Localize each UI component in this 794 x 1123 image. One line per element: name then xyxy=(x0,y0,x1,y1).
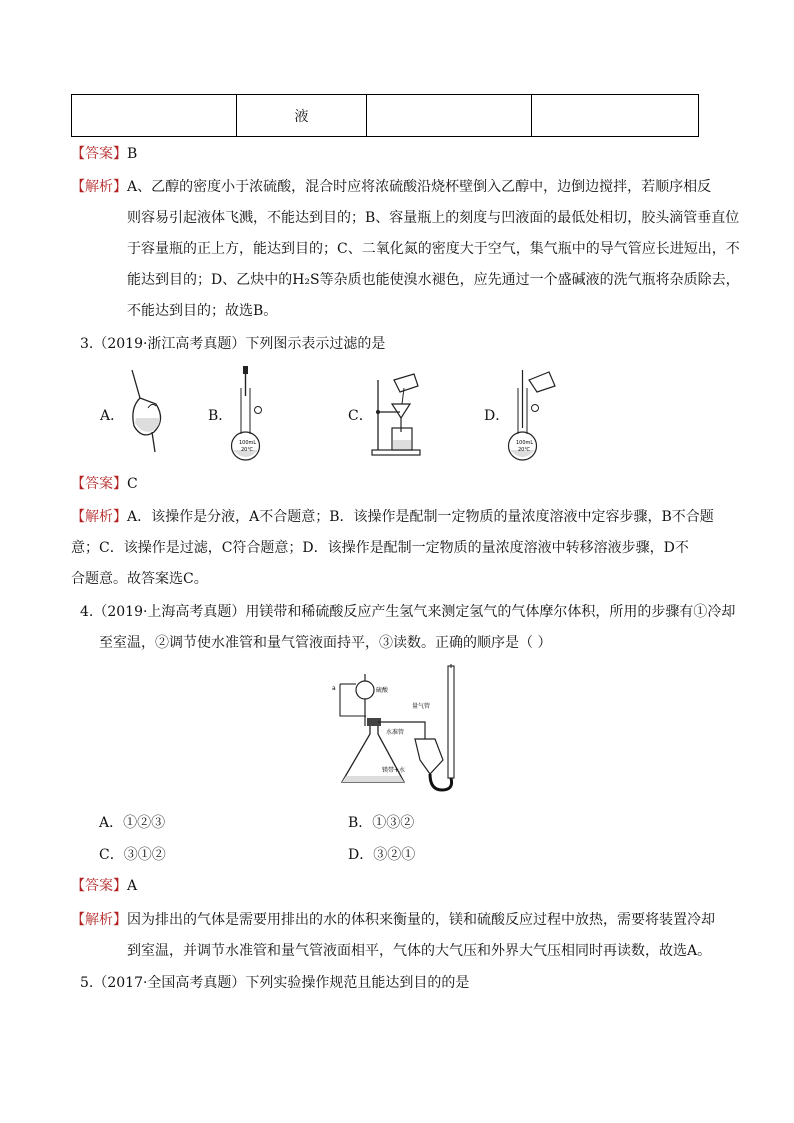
q2-analysis-line: 则容易引起液体飞溅，不能达到目的；B、容量瓶上的刻度与凹液面的最低处相切，胶头滴管垂直位 xyxy=(127,210,740,226)
analysis-tag: 【解析】 xyxy=(71,179,127,195)
answer-value: C xyxy=(127,476,138,492)
table-cell xyxy=(532,95,698,136)
q2-answer xyxy=(71,144,137,164)
separatory-funnel-figure xyxy=(122,368,172,458)
analysis-tag: 【解析】 xyxy=(71,912,127,928)
svg-text:100mL: 100mL xyxy=(239,440,257,446)
table-cell xyxy=(367,95,532,136)
volumetric-flask-pouring-figure xyxy=(505,368,560,462)
q2-analysis-line: 能达到目的；D、乙炔中的H₂S等杂质也能使溴水褪色，应先通过一个盛碱液的洗气瓶将杂质除去， xyxy=(127,272,740,288)
q4-stem-line: 4.（2019·上海高考真题）用镁带和稀硫酸反应产生氢气来测定氢气的气体摩尔体积，所用的步骤有①冷却 xyxy=(80,604,736,620)
svg-text:20℃: 20℃ xyxy=(241,447,253,453)
q3-analysis-line: 合题意。故答案选C。 xyxy=(71,571,208,587)
q5-stem: 5.（2017·全国高考真题）下列实验操作规范且能达到目的的是 xyxy=(80,975,470,991)
q2-analysis-line: 【解析】A、乙醇的密度小于浓硫酸，混合时应将浓硫酸沿烧杯壁倒入乙醇中，边倒边搅拌，若顺序相反 xyxy=(71,179,712,195)
diagram-label-level-tube: 水准管 xyxy=(386,729,405,736)
answer-tag: 【答案】 xyxy=(71,146,127,162)
q4-stem-line: 至室温，②调节使水准管和量气管液面持平，③读数。正确的顺序是（ ） xyxy=(99,635,552,651)
analysis-tag: 【解析】 xyxy=(71,509,127,525)
q4-answer xyxy=(71,876,137,896)
svg-text:20℃: 20℃ xyxy=(518,447,530,453)
diagram-label-acid: 硫酸 xyxy=(376,687,389,694)
q3-answer xyxy=(71,474,138,494)
answer-value: B xyxy=(127,146,138,162)
q3-analysis-line: 意；C．该操作是过滤，C符合题意；D．该操作是配制一定物质的量浓度溶液中转移溶液步骤，D不 xyxy=(71,540,689,556)
option-label: A． xyxy=(100,408,125,424)
q4-option-a: A．①②③ xyxy=(99,815,166,831)
answer-tag: 【答案】 xyxy=(71,476,127,492)
table-cell xyxy=(72,95,237,136)
answer-tag: 【答案】 xyxy=(71,878,127,894)
q4-option-d: D．③②① xyxy=(348,847,416,863)
q2-analysis-line: 于容量瓶的正上方，能达到目的；C、二氧化氮的密度大于空气，集气瓶中的导气管应长进短出，不 xyxy=(127,241,740,257)
q4-option-c: C．③①② xyxy=(99,847,166,863)
filtration-figure xyxy=(370,370,430,460)
diagram-label-mg-water: 镁带+水 xyxy=(382,767,406,774)
diagram-label-gas-tube: 量气管 xyxy=(412,703,431,710)
answer-table-row xyxy=(71,94,699,137)
option-label: B． xyxy=(208,408,233,424)
table-cell: 液 xyxy=(237,95,367,136)
q3-analysis-line: 【解析】A．该操作是分液，A不合题意；B．该操作是配制一定物质的量浓度溶液中定容步骤，B不合题 xyxy=(71,509,714,525)
answer-value: A xyxy=(127,878,138,894)
q3-stem: 3.（2019·浙江高考真题）下列图示表示过滤的是 xyxy=(80,336,386,352)
option-label: C． xyxy=(348,408,373,424)
option-label: D． xyxy=(484,408,510,424)
volumetric-flask-dropper-figure xyxy=(228,366,273,462)
q4-option-b: B．①③② xyxy=(348,815,415,831)
q2-analysis-line: 不能达到目的；故选B。 xyxy=(127,303,278,319)
diagram-label-a: a xyxy=(332,685,336,692)
gas-volume-apparatus-figure xyxy=(330,664,470,794)
q4-analysis-line: 【解析】因为排出的气体是需要用排出的水的体积来衡量的，镁和硫酸反应过程中放热，需要将装置冷却 xyxy=(71,912,715,928)
svg-text:100mL: 100mL xyxy=(516,440,534,446)
q4-analysis-line: 到室温，并调节水准管和量气管液面相平，气体的大气压和外界大气压相同时再读数，故选A。 xyxy=(127,943,712,959)
